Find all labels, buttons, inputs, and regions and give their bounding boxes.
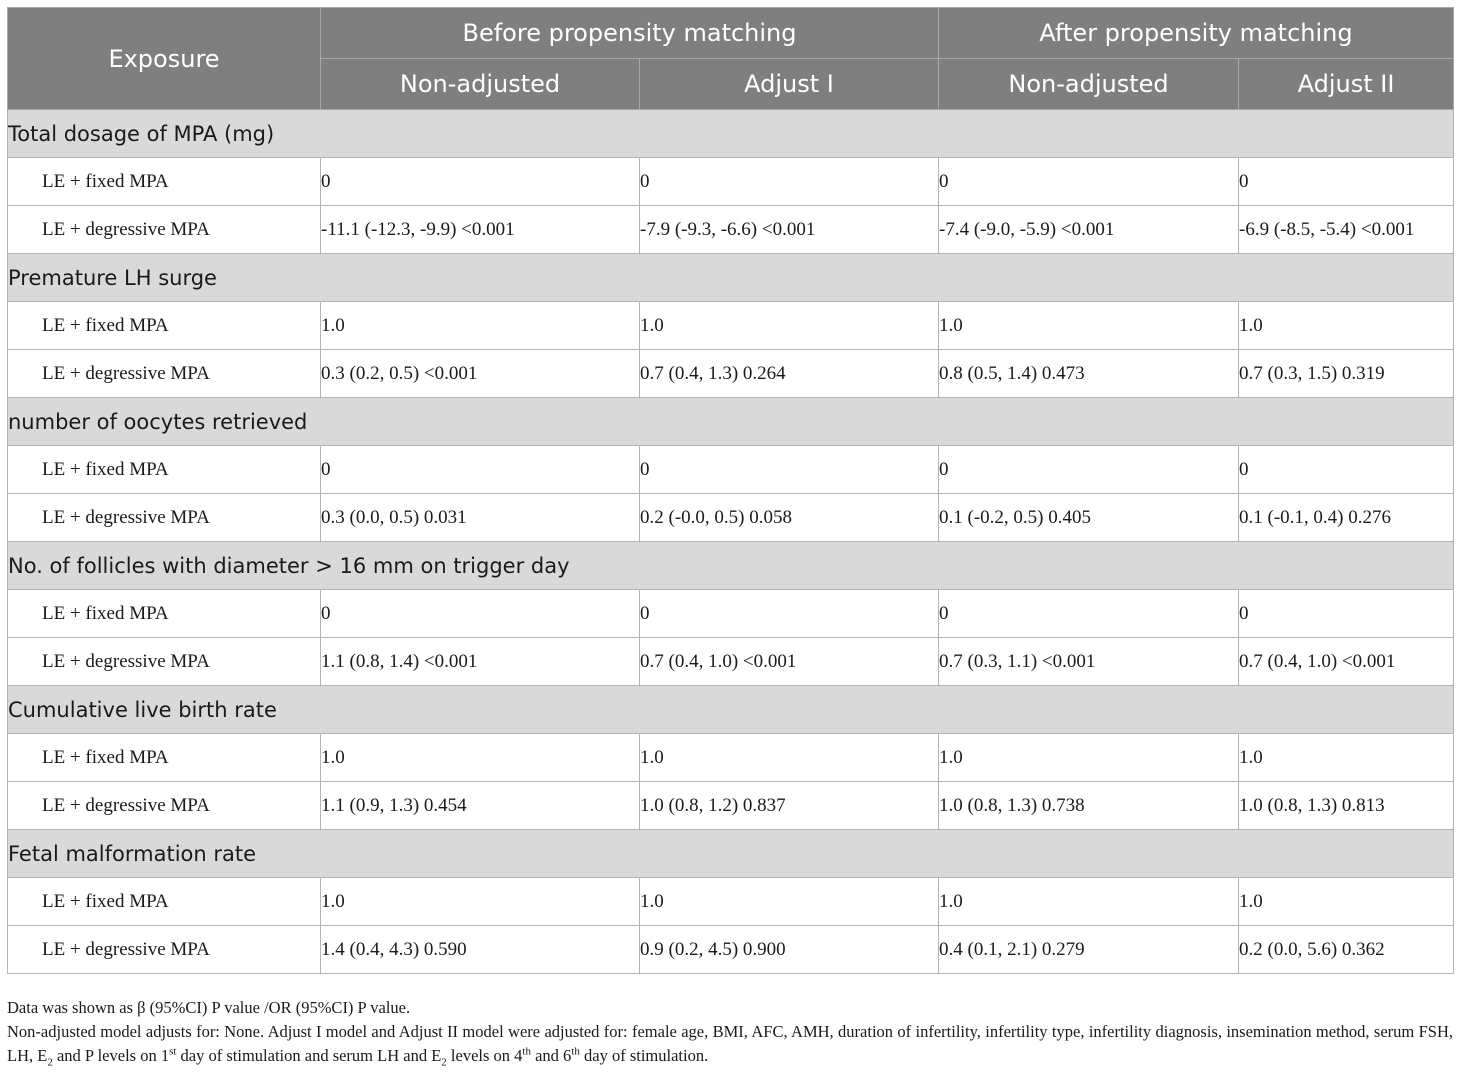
row-label: LE + fixed MPA xyxy=(8,878,321,926)
table-cell: -7.4 (-9.0, -5.9) <0.001 xyxy=(939,206,1239,254)
table-cell: 1.0 xyxy=(321,878,640,926)
header-non-adjusted-before: Non-adjusted xyxy=(321,59,640,110)
table-cell: 0.3 (0.0, 0.5) 0.031 xyxy=(321,494,640,542)
table-cell: 1.0 xyxy=(1239,302,1454,350)
table-row xyxy=(8,590,1454,638)
row-label: LE + degressive MPA xyxy=(8,350,321,398)
table-cell: 1.0 xyxy=(640,734,939,782)
row-label: LE + fixed MPA xyxy=(8,302,321,350)
results-table xyxy=(7,7,1454,974)
table-cell: 0.3 (0.2, 0.5) <0.001 xyxy=(321,350,640,398)
row-label: LE + fixed MPA xyxy=(8,446,321,494)
table-cell: 1.0 (0.8, 1.3) 0.738 xyxy=(939,782,1239,830)
subscript: 2 xyxy=(47,1056,53,1069)
table-cell: 0 xyxy=(1239,590,1454,638)
header-adjust-i: Adjust I xyxy=(640,59,939,110)
table-row xyxy=(8,878,1454,926)
table-cell: 1.0 xyxy=(1239,878,1454,926)
footnote-data-format: Data was shown as β (95%CI) P value /OR (95%CI) P value. xyxy=(7,998,411,1017)
table-row xyxy=(8,302,1454,350)
table-cell: 0.7 (0.3, 1.1) <0.001 xyxy=(939,638,1239,686)
row-label: LE + degressive MPA xyxy=(8,206,321,254)
footnote-text: and P levels on 1 xyxy=(52,1046,170,1065)
table-cell: 1.0 xyxy=(321,302,640,350)
table-row xyxy=(8,638,1454,686)
table-cell: 0 xyxy=(321,446,640,494)
table-footnotes xyxy=(7,996,1453,1068)
table-row xyxy=(8,782,1454,830)
table-cell: -7.9 (-9.3, -6.6) <0.001 xyxy=(640,206,939,254)
table-cell: 0.1 (-0.1, 0.4) 0.276 xyxy=(1239,494,1454,542)
section-title: Total dosage of MPA (mg) xyxy=(8,110,1454,158)
table-cell: 1.4 (0.4, 4.3) 0.590 xyxy=(321,926,640,974)
table-cell: 0 xyxy=(640,158,939,206)
table-cell: 0.1 (-0.2, 0.5) 0.405 xyxy=(939,494,1239,542)
header-before-matching: Before propensity matching xyxy=(321,8,939,59)
table-row xyxy=(8,206,1454,254)
table-cell: -11.1 (-12.3, -9.9) <0.001 xyxy=(321,206,640,254)
row-label: LE + fixed MPA xyxy=(8,590,321,638)
table-row xyxy=(8,926,1454,974)
section-title: Premature LH surge xyxy=(8,254,1454,302)
table-cell: 0.4 (0.1, 2.1) 0.279 xyxy=(939,926,1239,974)
section-row xyxy=(8,254,1454,302)
table-cell: 1.0 xyxy=(640,878,939,926)
table-row xyxy=(8,350,1454,398)
table-cell: 0 xyxy=(939,158,1239,206)
table-row xyxy=(8,158,1454,206)
table-cell: 0.8 (0.5, 1.4) 0.473 xyxy=(939,350,1239,398)
section-title: Cumulative live birth rate xyxy=(8,686,1454,734)
footnote-adjustment xyxy=(7,1020,1453,1068)
header-non-adjusted-after: Non-adjusted xyxy=(939,59,1239,110)
table-cell: 1.1 (0.8, 1.4) <0.001 xyxy=(321,638,640,686)
table-cell: 0 xyxy=(939,446,1239,494)
row-label: LE + degressive MPA xyxy=(8,494,321,542)
footnote-text: levels on 4 xyxy=(446,1046,523,1065)
section-row xyxy=(8,398,1454,446)
table-cell: 0.7 (0.3, 1.5) 0.319 xyxy=(1239,350,1454,398)
footnote-text: and 6 xyxy=(530,1046,572,1065)
row-label: LE + fixed MPA xyxy=(8,158,321,206)
table-cell: 0.7 (0.4, 1.3) 0.264 xyxy=(640,350,939,398)
table-cell: 0 xyxy=(640,590,939,638)
table-row xyxy=(8,734,1454,782)
table-cell: 1.0 xyxy=(939,302,1239,350)
table-cell: 1.0 xyxy=(939,878,1239,926)
superscript: th xyxy=(522,1045,531,1058)
table-cell: 0.2 (0.0, 5.6) 0.362 xyxy=(1239,926,1454,974)
section-row xyxy=(8,110,1454,158)
superscript: th xyxy=(571,1045,580,1058)
table-cell: -6.9 (-8.5, -5.4) <0.001 xyxy=(1239,206,1454,254)
row-label: LE + fixed MPA xyxy=(8,734,321,782)
table-cell: 1.0 xyxy=(1239,734,1454,782)
table-cell: 0.7 (0.4, 1.0) <0.001 xyxy=(640,638,939,686)
footnote-text: day of stimulation. xyxy=(579,1046,709,1065)
row-label: LE + degressive MPA xyxy=(8,782,321,830)
table-cell: 1.0 (0.8, 1.3) 0.813 xyxy=(1239,782,1454,830)
subscript: 2 xyxy=(441,1056,447,1069)
section-title: number of oocytes retrieved xyxy=(8,398,1454,446)
table-cell: 1.1 (0.9, 1.3) 0.454 xyxy=(321,782,640,830)
table-row xyxy=(8,446,1454,494)
table-cell: 0 xyxy=(1239,446,1454,494)
table-cell: 0 xyxy=(640,446,939,494)
section-row xyxy=(8,542,1454,590)
table-cell: 1.0 xyxy=(939,734,1239,782)
table-cell: 1.0 (0.8, 1.2) 0.837 xyxy=(640,782,939,830)
table-row xyxy=(8,494,1454,542)
header-after-matching: After propensity matching xyxy=(939,8,1454,59)
superscript: st xyxy=(169,1045,177,1058)
table-cell: 0.9 (0.2, 4.5) 0.900 xyxy=(640,926,939,974)
header-adjust-ii: Adjust II xyxy=(1239,59,1454,110)
header-exposure: Exposure xyxy=(8,8,321,110)
table-cell: 0 xyxy=(321,590,640,638)
row-label: LE + degressive MPA xyxy=(8,926,321,974)
footnote-text: Non-adjusted model adjusts for: None. Adjust I model and Adjust II model were adjusted for: female age, BMI, AFC, AMH, duration of infertility, infertility type, infertility diagnosis, insemination method, serum FSH, LH, E xyxy=(7,1022,1453,1065)
table-cell: 0 xyxy=(1239,158,1454,206)
table-cell: 1.0 xyxy=(640,302,939,350)
table-cell: 0 xyxy=(321,158,640,206)
section-row xyxy=(8,686,1454,734)
table-cell: 0 xyxy=(939,590,1239,638)
table-cell: 0.7 (0.4, 1.0) <0.001 xyxy=(1239,638,1454,686)
section-row xyxy=(8,830,1454,878)
footnote-text: day of stimulation and serum LH and E xyxy=(176,1046,442,1065)
table-cell: 0.2 (-0.0, 0.5) 0.058 xyxy=(640,494,939,542)
section-title: No. of follicles with diameter > 16 mm on trigger day xyxy=(8,542,1454,590)
table-cell: 1.0 xyxy=(321,734,640,782)
section-title: Fetal malformation rate xyxy=(8,830,1454,878)
row-label: LE + degressive MPA xyxy=(8,638,321,686)
